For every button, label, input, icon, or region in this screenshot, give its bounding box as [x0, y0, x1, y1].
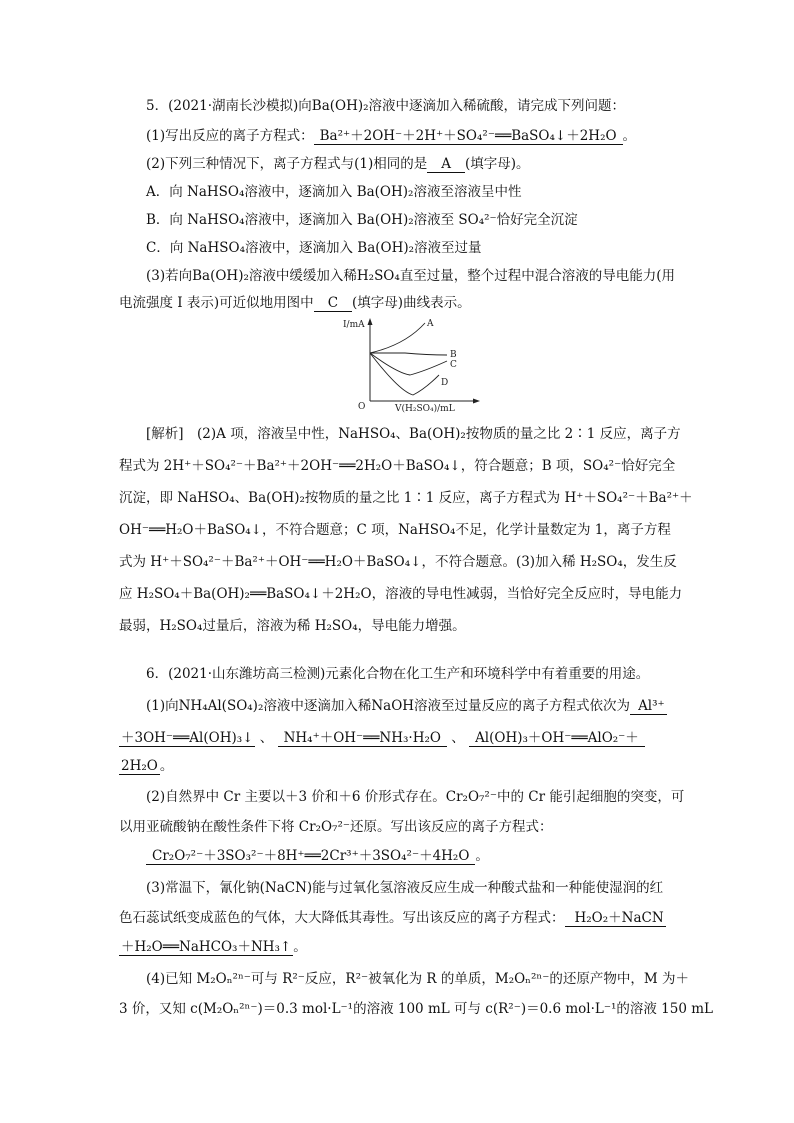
- analysis-line-1: [解析] (2)A 项，溶液呈中性，NaHSO₄、Ba(OH)₂按物质的量之比 2∶1 反应，离子方: [146, 426, 681, 442]
- q6-part3-answer-start: H₂O₂＋NaCN: [565, 910, 666, 927]
- q6-part2-line2: 以用亚硫酸钠在酸性条件下将 Cr₂O₇²⁻还原。写出该反应的离子方程式：: [119, 819, 553, 835]
- graph-origin: O: [358, 402, 366, 412]
- q5-option-c: C．向 NaHSO₄溶液中，逐滴加入 Ba(OH)₂溶液至过量: [146, 240, 482, 256]
- analysis-line-4: OH⁻══H₂O＋BaSO₄↓，不符合题意；C 项，NaHSO₄不足，化学计量数定为 1，离子方程: [119, 522, 671, 538]
- q6-part1-answer2: NH₄⁺＋OH⁻══NH₃·H₂O: [278, 730, 447, 747]
- graph-curve-c: [370, 353, 447, 375]
- analysis-line-3: 沉淀，即 NaHSO₄、Ba(OH)₂按物质的量之比 1∶1 反应，离子方程式为 H⁺＋SO₄²⁻＋Ba²⁺＋: [119, 490, 693, 506]
- q5-part2-answer: A: [427, 156, 465, 173]
- q6-part1-answer1-end: ＋3OH⁻══Al(OH)₃↓: [121, 730, 254, 746]
- q5-option-b: B．向 NaHSO₄溶液中，逐滴加入 Ba(OH)₂溶液至 SO₄²⁻恰好完全沉淀: [146, 212, 578, 228]
- q6-part2-answer: Cr₂O₇²⁻＋3SO₃²⁻＋8H⁺══2Cr³⁺＋3SO₄²⁻＋4H₂O: [146, 848, 475, 865]
- graph-label-a: A: [427, 319, 434, 329]
- q6-part3-line1: (3)常温下，氰化钠(NaCN)能与过氧化氢溶液反应生成一种酸式盐和一种能使湿润的红: [146, 880, 664, 896]
- analysis-line-7: 最弱，H₂SO₄过量后，溶液为稀 H₂SO₄，导电能力增强。: [119, 618, 466, 634]
- q6-part4-line1: (4)已知 M₂Oₙ²ⁿ⁻可与 R²⁻反应，R²⁻被氧化为 R 的单质，M₂Oₙ²ⁿ⁻的还原产物中，M 为＋: [146, 971, 690, 987]
- q6-part1-answer1-start: Al³⁺: [630, 698, 667, 715]
- q6-part2-line1: (2)自然界中 Cr 主要以＋3 价和＋6 价形式存在。Cr₂O₇²⁻中的 Cr 能引起细胞的突变，可: [146, 789, 685, 805]
- q6-part3-answer-end: ＋H₂O══NaHCO₃＋NH₃↑: [121, 939, 292, 955]
- graph-y-label: I/mA: [343, 320, 365, 330]
- q5-title: 5．(2021·湖南长沙模拟)向Ba(OH)₂溶液中逐滴加入稀硫酸，请完成下列问题：: [146, 98, 626, 114]
- q6-part2-line3: Cr₂O₇²⁻＋3SO₃²⁻＋8H⁺══2Cr³⁺＋3SO₄²⁻＋4H₂O 。: [146, 847, 489, 865]
- q5-part3-line1: (3)若向Ba(OH)₂溶液中缓缓加入稀H₂SO₄直至过量，整个过程中混合溶液的导电能力(用: [146, 268, 676, 284]
- q6-part1-line2: ＋3OH⁻══Al(OH)₃↓ 、 NH₄⁺＋OH⁻══NH₃·H₂O 、 Al(OH)₃＋OH⁻══AlO₂⁻＋: [119, 729, 645, 747]
- q5-part1: (1)写出反应的离子方程式： Ba²⁺＋2OH⁻＋2H⁺＋SO₄²⁻══BaSO₄↓＋2H₂O 。: [146, 128, 637, 144]
- graph-x-arrow: [473, 399, 480, 404]
- graph-curve-a: [370, 323, 425, 353]
- q6-part1-line3: 2H₂O 。: [121, 758, 174, 774]
- q6-part3-line3: ＋H₂O══NaHCO₃＋NH₃↑ 。: [121, 939, 307, 955]
- q5-part3-answer: C: [314, 295, 352, 312]
- graph-label-d: D: [441, 378, 449, 388]
- conductivity-graph: [343, 315, 485, 414]
- q5-option-a: A．向 NaHSO₄溶液中，逐滴加入 Ba(OH)₂溶液至溶液呈中性: [146, 184, 522, 200]
- graph-label-b: B: [450, 350, 457, 360]
- q5-part1-answer: Ba²⁺＋2OH⁻＋2H⁺＋SO₄²⁻══BaSO₄↓＋2H₂O: [314, 128, 623, 145]
- graph-label-c: C: [450, 360, 457, 370]
- q5-part2: (2)下列三种情况下，离子方程式与(1)相同的是 A (填字母)。: [146, 156, 530, 172]
- q5-part3-line2: 电流强度 I 表示)可近似地用图中 C (填字母)曲线表示。: [119, 295, 471, 311]
- q6-part3-line2: 色石蕊试纸变成蓝色的气体，大大降低其毒性。写出该反应的离子方程式： H₂O₂＋NaCN: [119, 910, 664, 926]
- q6-part1-line1: (1)向NH₄Al(SO₄)₂溶液中逐滴加入稀NaOH溶液至过量反应的离子方程式依次为 Al³⁺: [146, 698, 665, 714]
- analysis-line-2: 程式为 2H⁺＋SO₄²⁻＋Ba²⁺＋2OH⁻══2H₂O＋BaSO₄↓，符合题意；B 项，SO₄²⁻恰好完全: [119, 458, 676, 474]
- analysis-line-5: 式为 H⁺＋SO₄²⁻＋Ba²⁺＋OH⁻══H₂O＋BaSO₄↓，不符合题意。(3)加入稀 H₂SO₄，发生反: [119, 554, 677, 570]
- graph-x-label: V(H₂SO₄)/mL: [395, 404, 455, 414]
- q6-part4-line2: 3 价，又知 c(M₂Oₙ²ⁿ⁻)＝0.3 mol·L⁻¹的溶液 100 mL 可与 c(R²⁻)＝0.6 mol·L⁻¹的溶液 150 mL: [119, 1001, 713, 1017]
- graph-curve-b: [370, 353, 447, 355]
- q6-part1-answer3-start: Al(OH)₃＋OH⁻══AlO₂⁻＋: [469, 730, 645, 747]
- analysis-line-6: 应 H₂SO₄＋Ba(OH)₂══BaSO₄↓＋2H₂O，溶液的导电性减弱，当恰好完全反应时，导电能力: [119, 586, 683, 602]
- graph-y-arrow: [368, 318, 373, 325]
- q6-title: 6．(2021·山东潍坊高三检测)元素化合物在化工生产和环境科学中有着重要的用途。: [146, 666, 650, 682]
- q6-part1-answer3-end: 2H₂O: [121, 758, 158, 774]
